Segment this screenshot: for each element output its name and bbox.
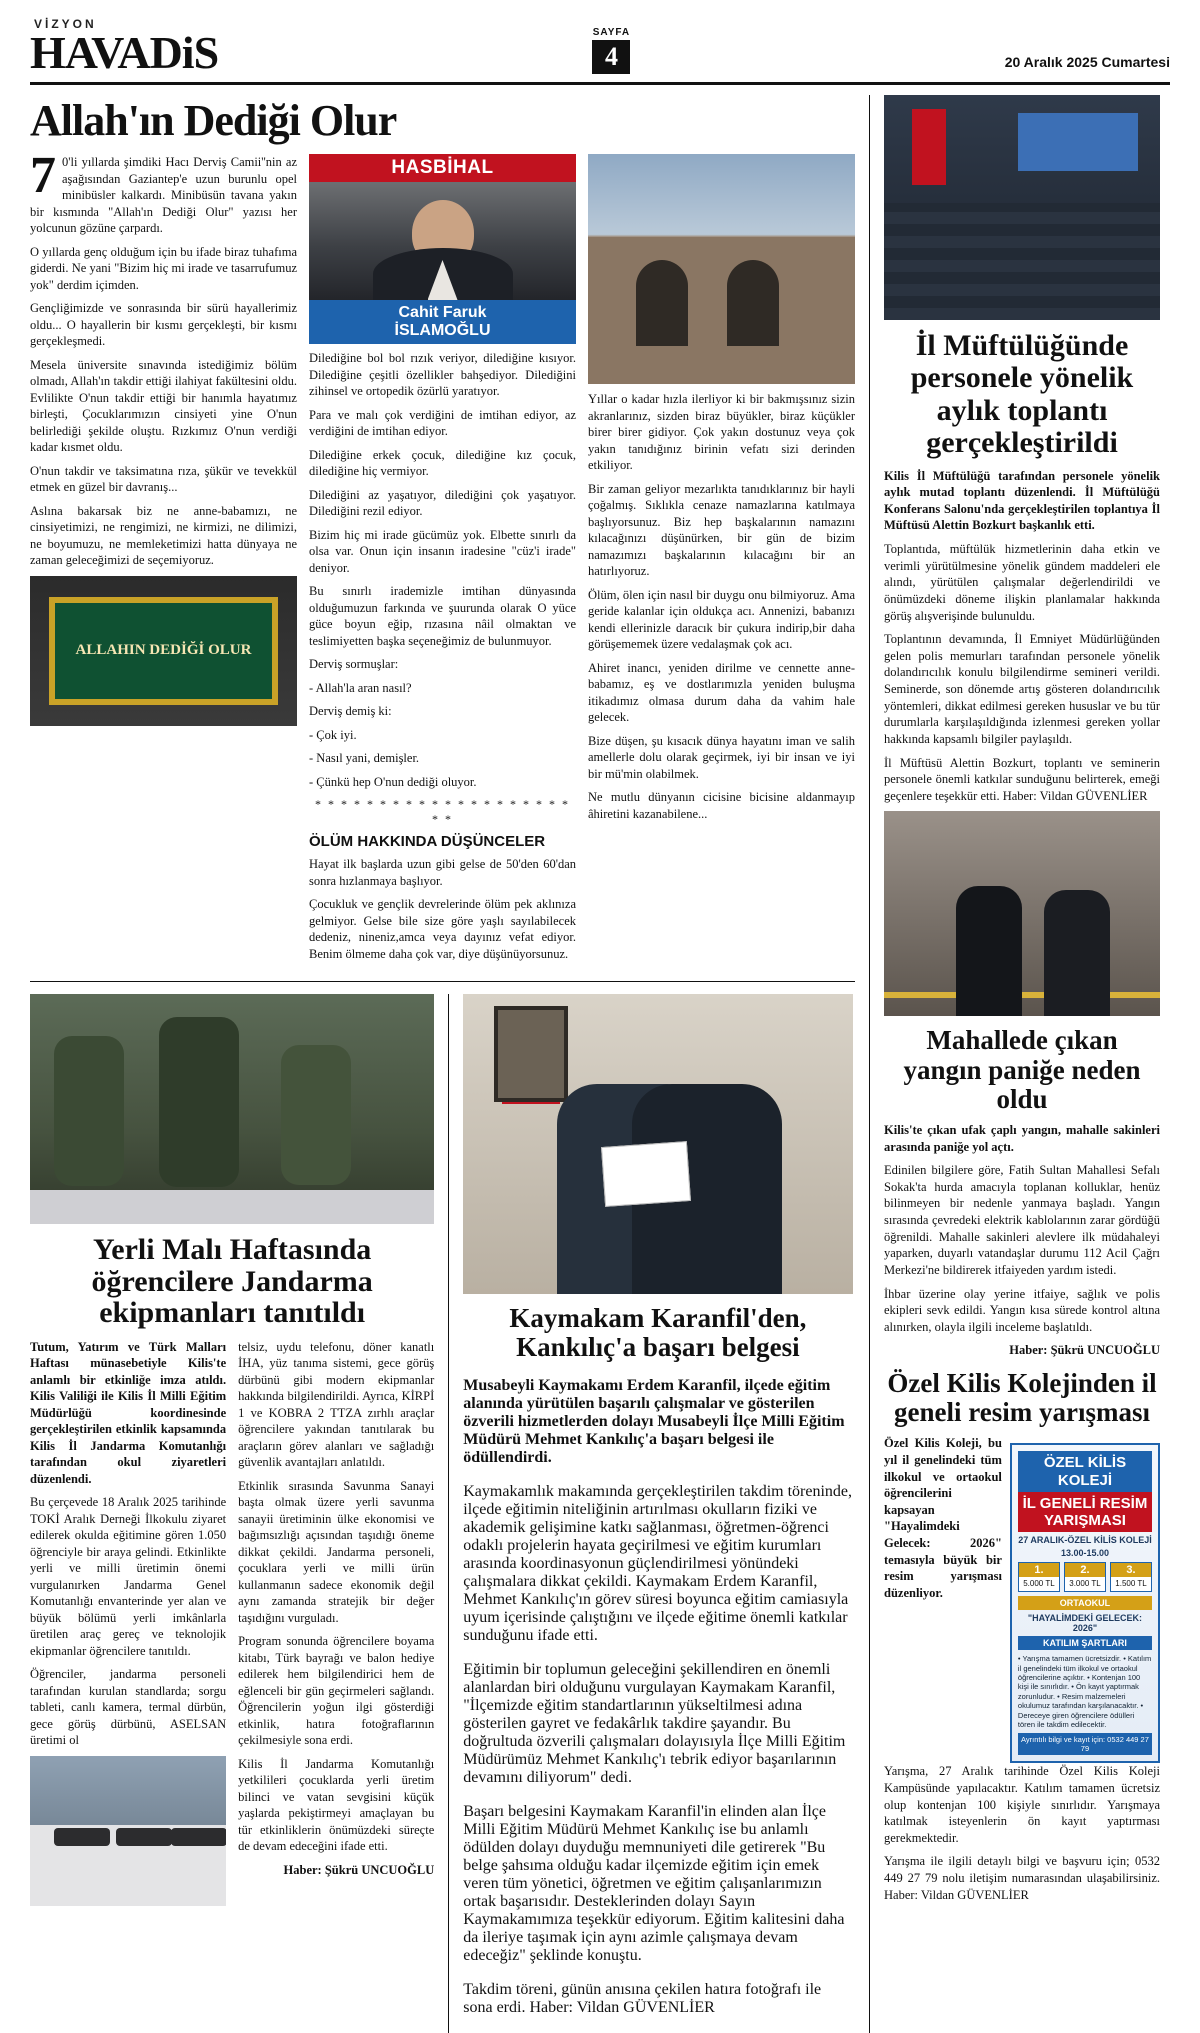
hero-paragraph: Ahiret inancı, yeniden dirilme ve cennette anne-babamız, eş ve dostlarımızla yeniden buluşma itikadımız olmasa durum daha da vahim hale gelecek. — [588, 660, 855, 724]
hero-columns — [30, 147, 855, 969]
prize-amount: 1.500 TL — [1115, 1579, 1147, 1589]
story-lead: Kilis İl Müftülüğü tarafından personele yönelik aylık mutad toplantı düzenlendi. İl Müftülüğü Konferans Salonu'nda gerçekleştirilen toplantıya İl Müftüsü Alettin Bozkurt başkanlık etti. — [884, 468, 1160, 533]
mosque-arch — [727, 260, 779, 346]
story-column-right — [238, 1339, 434, 1906]
hero-paragraph: Bize düşen, şu kısacık dünya hayatını iman ve salih amellerle dolu olarak geçirmek, iyi bir insan ve iyi bir mü'min olabilmek. — [588, 733, 855, 781]
hero-column-1 — [30, 147, 297, 969]
hero-paragraph: Gençliğimizde ve sonrasında bir sürü hayallerimiz oldu... O hayallerin bir kısmı gerçekleşti, bir kısmı gerçekleşmedi. — [30, 301, 297, 348]
story-lead: Tutum, Yatırım ve Türk Malları Haftası münasebetiyle Kilis'te anlamlı bir etkinliğe imza atıldı. Kilis Valiliği ile Kilis İl Milli Eğitim Müdürlüğü koordinesinde gerçekleştirilen etkinlik kapsamında Kilis İl Jandarma Komutanlığı tarafından okul ziyaretleri düzenlendi. — [30, 1339, 227, 1486]
left-zone — [30, 95, 870, 2033]
story-paragraph: Yarışma, 27 Aralık tarihinde Özel Kilis Koleji Kampüsünde yapılacaktır. Katılım tamamen ücretsiz olup kontenjan 100 kişiyle sınırlıdır. Yarışmaya katılmak isteyenlerin ön kayıt yaptırması gerekmektedir. — [884, 1764, 1160, 1845]
soldier-figure — [159, 1017, 239, 1187]
ad-prize — [1064, 1562, 1106, 1592]
logo-title: HAVADiS — [30, 27, 219, 78]
hero-paragraph: Bu sınırlı irademizle imtihan dünyasında olduğumuzun farkında ve şuurunda olarak O yüce güce boyun eğip, rızasına nâil olmaktan ve teslimiyetten başka seçeneğimiz de bulunmuyor. — [309, 584, 576, 648]
kolej-text — [884, 1435, 1002, 1763]
column-tag: HASBİHAL — [309, 154, 576, 182]
kolej-ad — [1010, 1435, 1160, 1763]
hero-paragraph: Derviş sormuşlar: — [309, 657, 399, 672]
publication-date: 20 Aralık 2025 Cumartesi — [1004, 54, 1170, 70]
section-divider-stars: * * * * * * * * * * * * * * * * * * * * * * — [315, 797, 570, 827]
hero-paragraph: Dilediğine bol bol rızık veriyor, dilediğine kısıyor. Dilediğine çeşitli özellikler bahşediyor. Dilediğini zihinsel ve ortopedik özürlü yaratıyor. — [309, 351, 576, 399]
hero-paragraph: Dilediğine erkek çocuk, dilediğine kız çocuk, dilediğine hiç vermiyor. — [309, 447, 576, 479]
equipment-photo — [30, 1756, 226, 1906]
ad-date: 27 ARALIK-ÖZEL KİLİS KOLEJİ — [1018, 1535, 1152, 1546]
story-paragraph: Toplantıda, müftülük hizmetlerinin daha etkin ve verimli yürütülmesine yönelik gündem maddeleri ele alındı, yürütülen çalışmalar değerlendirildi ve önümüzdeki döneme ilişkin planlamalar hakkında görüş alışverişinde bulunuldu. — [884, 542, 1160, 623]
muftuluk-photo — [884, 95, 1160, 320]
story-column-left — [30, 1339, 226, 1906]
award-photo — [463, 994, 852, 1294]
logo — [30, 18, 218, 76]
story-paragraph: Yarışma ile ilgili detaylı bilgi ve başvuru için; 0532 449 27 79 nolu iletişim numarasından ulaşabilirsiniz. Haber: Vildan GÜVENLİER — [884, 1854, 1160, 1902]
display-table — [30, 1190, 434, 1224]
hero-paragraph: - Çünkü hep O'nun dediği oluyor. — [309, 774, 477, 789]
ataturk-portrait — [494, 1006, 568, 1102]
dropcap: 7 — [30, 147, 56, 204]
ad-category: ORTAOKUL — [1018, 1596, 1152, 1610]
story-paragraph: Toplantının devamında, İl Emniyet Müdürlüğünden gelen polis memurları tarafından personele yönelik dolandırıcılık konulu bilgilendirme semineri verildi. Seminerde, son dönemde artış gösteren dolandırıcılık yöntemleri, dikkat edilmesi gereken hususlar ve bu tür durumlarla karşılaşıldığında izlenmesi gereken yollar hakkında kapsamlı bilgiler paylaşıldı. — [884, 632, 1160, 746]
hero-column-2 — [309, 154, 576, 969]
page-number: 4 — [592, 40, 630, 74]
equipment-item — [54, 1828, 110, 1846]
firefighter-figure — [1044, 890, 1110, 1016]
prize-rank: 1. — [1019, 1563, 1059, 1577]
fire-hose — [884, 992, 1160, 998]
hero-paragraph: Ölüm, ölen için nasıl bir duygu onu bilmiyoruz. Ama geride kalanlar için oldukça acı. Annenizi, babanızı kendi ellerinizle daracık bir çukura indirip,bir daha görüşememek üzere vedalaşmak çok acı. — [588, 587, 855, 651]
firefighter-figure — [956, 886, 1022, 1016]
turkish-flag — [912, 109, 946, 185]
right-zone — [870, 95, 1160, 2033]
story-lead: Özel Kilis Koleji, bu yıl il genelindeki tüm ilkokul ve ortaokul öğrencilerini kapsayan "Hayalimdeki Gelecek: 2026" temasıyla büyük bir resim yarışması düzenliyor. — [884, 1436, 1002, 1600]
story-paragraph: İl Müftüsü Alettin Bozkurt, toplantı ve seminerin personele önemli katkılar sunduğunu belirterek, emeği geçenlere teşekkür etti. Haber: Vildan GÜVENLİER — [884, 755, 1160, 803]
story-jandarma — [30, 994, 434, 2033]
columnist-lastname: İSLAMOĞLU — [394, 321, 491, 339]
hero-paragraph: Çocukluk ve gençlik devrelerinde ölüm pek aklınıza gelmiyor. Gelse bile size göre yaşlı sayılabilecek dedeniz, nineniz,amca veya dayınız vefat ediyor. Benim ölmeme daha çok var, diye düşünüyorsunuz. — [309, 897, 576, 961]
story-paragraph: Kaymakamlık makamında gerçekleştirilen takdim töreninde, ilçede eğitimin niteliğinin artırılması okulların fiziki ve akademik gelişimine katkı sağlanması, öğretmen-öğrenci odaklı projelerin hayata geçirilmesi ve eğitim kurumları arasında koordinasyonun güçlendirilmesi yönündeki çalışmalara dikkat çekildi. Kaymakam Erdem Karanfil, Mehmet Kankılıç'ın görev süresi boyunca eğitim camiasıyla uyum içerisinde çalıştığını ve ilçede eğitime önemli katkılar sunduğunu ifade etti. — [463, 1483, 853, 1645]
projection-screen — [1018, 113, 1138, 171]
ad-prize-list — [1018, 1562, 1152, 1592]
jandarma-photo — [30, 994, 434, 1224]
hero-paragraph: Yıllar o kadar hızla ilerliyor ki bir bakmışsınız sizin akranlarınız, sizden biraz büyükler, biraz küçükler birer birer gidiyor. Çok yakın dostunuz veya çok yakın tanıdığınız birinin vefatı sizi derinden etkiliyor. — [588, 392, 855, 472]
prize-amount: 5.000 TL — [1023, 1579, 1055, 1589]
hero-paragraph: O yıllarda genç olduğum için bu ifade biraz tuhafıma giderdi. Ne yani "Bizim hiç mi irade ve tasarrufumuz yok" derdim içimden. — [30, 244, 297, 292]
mosque-arch — [636, 260, 688, 346]
calligraphy-photo — [30, 576, 297, 726]
audience-seats — [884, 203, 1160, 320]
ad-rules-heading: KATILIM ŞARTLARI — [1018, 1636, 1152, 1650]
story-jandarma-title: Yerli Malı Haftasında öğrencilere Jandarma ekipmanları tanıtıldı — [91, 1233, 373, 1330]
hero-paragraph: - Nasıl yani, demişler. — [309, 751, 420, 766]
logo-subtitle: VİZYON — [34, 17, 97, 31]
story-paragraph: Bu çerçevede 18 Aralık 2025 tarihinde TOKİ Aralık Derneği İlkokulu ziyaret edilerek okulda eğitimine gören 1.050 öğrenciyle bir araya gelindi. Etkinlikte yerli ve milli üretimin önemi vurgulanırken Jandarma Genel Komutanlığı envanterinde yer alan ve büyük bölümü yerli imkânlarla üretilen araç gereç ve teknolojik ekipmanlar öğrencilere tanıtıldı. — [30, 1495, 227, 1658]
equipment-item — [116, 1828, 172, 1846]
story-paragraph: Başarı belgesini Kaymakam Karanfil'in elinden alan İlçe Milli Eğitim Müdürü Mehmet Kankılıç ise bu anlamlı ödülden dolayı duyduğu memnuniyeti dile getirerek "Bu belge şahsıma olduğu kadar ilçemizde eğitim için emek veren tüm yönetici, öğretmen ve eğitim çalışanlarımızın ortak başarısıdır. Desteklerinden dolayı Sayın Kaymakamımıza teşekkür ediyorum. Eğitim kalitesini daha da ileriye taşımak için aynı azimle çalışmaya devam edeceğiz" şeklinde konuştu. — [463, 1803, 845, 1965]
lower-stories — [30, 994, 855, 2033]
columnist-box — [309, 154, 576, 344]
hero-headline: Allah'ın Dediği Olur — [30, 96, 397, 145]
section-rule — [30, 981, 855, 982]
hero-column-3 — [588, 154, 855, 969]
masthead — [30, 18, 1170, 85]
hero-paragraph: Derviş demiş ki: — [309, 704, 392, 719]
calligraphy-text: ALLAHIN DEDİĞİ OLUR — [49, 597, 279, 705]
equipment-item — [171, 1828, 226, 1846]
columnist-photo — [309, 182, 576, 300]
story-paragraph: Eğitimin bir toplumun geleceğini şekillendiren en önemli alanlardan biri olduğunu vurgulayan Kaymakam Karanfil, "İlçemizde eğitim standartlarının yükseltilmesi adına gösterilen gayret ve fedakârlık takdire şayandır. Bu doğrultuda özverili çalışmaları dolayısıyla İlçe Milli Eğitim Müdürümüz Mehmet Kankılıç'ı tebrik ediyor başarılarının devamını diliyorum" dedi. — [463, 1661, 846, 1787]
hero-paragraph: O'nun takdir ve taksimatına rıza, şükür ve tevekkül etmek en güzel bir davranış... — [30, 463, 297, 494]
story-paragraph: Takdim töreni, günün anısına çekilen hatıra fotoğrafı ile sona erdi. Haber: Vildan GÜVENLİER — [463, 1981, 822, 2017]
hero-paragraph: Aslına bakarsak biz ne anne-babamızı, ne cinsiyetimizi, ne rengimizi, ne kirmizi, ne dilimizi, ne boyumuzu, ne memleketimizi hatta dünyaya ne zaman geleceğimizi de seçemiyoruz. — [30, 503, 297, 567]
prize-rank: 2. — [1065, 1563, 1105, 1577]
story-kolej-title: Özel Kilis Kolejinden il geneli resim yarışması — [887, 1368, 1157, 1428]
columnist-firstname: Cahit Faruk — [398, 304, 487, 321]
ad-title: İL GENELİ RESİM YARIŞMASI — [1018, 1492, 1152, 1533]
story-yangin-title: Mahallede çıkan yangın paniğe neden oldu — [903, 1025, 1141, 1114]
story-paragraph: Program sonunda öğrencilere boyama kitabı, Türk bayrağı ve balon hediye edilerek hem bilgilendirici hem de eğlenceli bir gün geçirmeleri sağlandı. Öğrencilerin yoğun ilgi gösterdiği etkinlik, hatıra fotoğraflarının çekilmesiyle sona erdi. — [238, 1634, 435, 1748]
story-paragraph: Etkinlik sırasında Savunma Sanayi başta olmak üzere yerli savunma sanayii üretiminin ülke ekonomisi ve bağımsızlığı açısından taşıdığı öneme dikkat çekildi. Jandarma personeli, çocuklara yerli ve milli ürün kullanmanın sadece ekonomik değil aynı zamanda stratejik bir değer taşıdığını vurguladı. — [238, 1478, 435, 1625]
ad-theme: "HAYALİMDEKİ GELECEK: 2026" — [1027, 1613, 1143, 1634]
ad-contact: Ayrıntılı bilgi ve kayıt için: 0532 449 27 79 — [1018, 1733, 1152, 1755]
story-jandarma-body — [30, 1339, 434, 1906]
prize-amount: 3.000 TL — [1069, 1579, 1101, 1589]
story-paragraph: telsiz, uydu telefonu, döner kanatlı İHA, yüz tanıma sistemi, gece görüş dürbünü gibi modern ekipmanlar hakkında bilgilendirildi. Ayrıca, KİRPİ 1 ve KOBRA 2 TTZA zırhlı araçlar öğrencilere yakından tanıtılarak bu araçların görev alanları ve sağladığı güvenlik avantajları anlatıldı. — [238, 1339, 435, 1470]
soldier-figure — [54, 1036, 124, 1186]
story-kaymakam-title: Kaymakam Karanfil'den, Kankılıç'a başarı belgesi — [509, 1303, 807, 1362]
hero-paragraph: - Allah'la aran nasıl? — [309, 680, 412, 695]
hero-paragraph: - Çok iyi. — [309, 727, 357, 742]
fire-photo — [884, 811, 1160, 1016]
ad-school-name: ÖZEL KİLİS KOLEJİ — [1018, 1451, 1152, 1492]
story-paragraph: Kilis İl Jandarma Komutanlığı yetkilileri çocuklarda yerli üretim bilinci ve vatan sevgisini küçük yaşlarda pekiştirmeyi amaçlayan bu tür etkinliklerin önümüzdeki süreçte de devam edeceğini ifade etti. — [238, 1756, 435, 1854]
hero-paragraph: Dilediğini az yaşatıyor, dilediğini çok yaşatıyor. Dilediğini rezil ediyor. — [309, 487, 576, 519]
page-content — [30, 95, 1170, 2033]
hero-paragraph — [30, 147, 297, 237]
resim-yarismasi-ad[interactable] — [1010, 1443, 1160, 1763]
hero-paragraph: Ne mutlu dünyanın cicisine bicisine aldanmayıp âhiretini kazanabilene... — [588, 790, 855, 821]
mosque-photo — [588, 154, 855, 384]
story-lead: Musabeyli Kaymakamı Erdem Karanfil, ilçede eğitim alanında yürütülen başarılı çalışmalar ve gösterilen özverili hizmetlerden dolayı Musabeyli İlçe Milli Eğitim Müdürü Mehmet Kankılıç'a başarı belgesi ile ödüllendirdi. — [463, 1377, 845, 1467]
columnist-name — [309, 300, 576, 344]
mosque-wall — [588, 237, 855, 384]
prize-rank: 3. — [1111, 1563, 1151, 1577]
story-lead: Kilis'te çıkan ufak çaplı yangın, mahalle sakinleri arasında paniğe yol açtı. — [884, 1122, 1160, 1154]
soldier-figure — [281, 1045, 351, 1185]
ad-prize — [1018, 1562, 1060, 1592]
story-byline: Haber: Şükrü UNCUOĞLU — [1009, 1343, 1160, 1358]
story-byline: Haber: Şükrü UNCUOĞLU — [283, 1862, 435, 1877]
story-paragraph: İhbar üzerine olay yerine itfaiye, sağlık ve polis ekipleri sevk edildi. Yangın kısa sürede kontrol altına alınırken, olayla ilgili inceleme başlatıldı. — [884, 1286, 1160, 1334]
hero-paragraph: Para ve malı çok verdiğini de imtihan ediyor, az verdiğini de imtihan ediyor. — [309, 407, 576, 439]
hero-paragraph: Hayat ilk başlarda uzun gibi gelse de 50'den 60'dan sonra hızlanmaya başlıyor. — [309, 857, 576, 888]
hero-paragraph: Mesela üniversite sınavında istediğimiz bölüm olmadı, Allah'ın takdir ettiği ilahiyat fakültesini oldu. Evlilikte O'nun takdir ettiği bir hanımla hayatımız birleşti, Çocuklarımızın cinsiyeti yine O'nun belirlediği şekilde oluştu. Rızkımız O'nun verdiği kadar kısmet oldu. — [30, 357, 297, 454]
hero-paragraph-text: 0'li yıllarda şimdiki Hacı Derviş Camii''nin az aşağısından Gaziantep'e uzun burunlu opel minibüsler kalkardı. Minibüsün tavana yakın bir kısmında "Allah'ın Dediği Olur" yazısı her yolcunun gözüne çarpardı. — [30, 155, 297, 235]
page-label: SAYFA — [592, 27, 631, 38]
hero-subheadline: ÖLÜM HAKKINDA DÜŞÜNCELER — [309, 833, 546, 851]
story-kaymakam — [448, 994, 852, 2033]
ad-prize — [1110, 1562, 1152, 1592]
kolej-block — [884, 1435, 1160, 1763]
hero-paragraph: Bir zaman geliyor mezarlıkta tanıdıklarınız bir hayli çoğalmış. Sıklıkla cenaze namazlarına katılmaya başlıyorsunuz. Biz hep başkalarının namazını kılacağınızı düşünürken, bir gün de bizim namazımızı başkalarının kılacağını bir an hatırlıyoruz. — [588, 481, 855, 578]
certificate — [601, 1142, 691, 1208]
hero-paragraph: Bizim hiç mi irade gücümüz yok. Elbette sınırlı da olsa var. Onun için insanın iradesine "cüz'i irade" deniyor. — [309, 527, 576, 575]
ad-time: 13.00-15.00 — [1060, 1548, 1109, 1559]
ad-rules-text: • Yarışma tamamen ücretsizdir. • Katılım il genelindeki tüm ilkokul ve ortaokul öğrencilerine açıktır. • Kontenjan 100 kişi ile sınırlıdır. • Ön kayıt yaptırmak zorunludur. • Resim malzemeleri okulumuz tarafından karşılanacaktır. • Dereceye giren öğrencilere ödülleri tören ile takdim edilecektir. — [1017, 1654, 1152, 1729]
story-paragraph: Öğrenciler, jandarma personeli tarafından kurulan standlarda; sorgu tableti, canlı kamera, termal dürbün, gece görüş dürbünü, ASELSAN üretimi ol — [30, 1667, 227, 1748]
story-paragraph: Edinilen bilgilere göre, Fatih Sultan Mahallesi Sefalı Sokak'ta hurda amacıyla toplanan kolluklar, henüz bilinmeyen bir nedenle yanmaya başladı. Yangın sırasında çevredeki elektrik kablolarının zarar gördüğü öğrenildi. Mahalle sakinleri alevlere ilk müdahaleyi yaparken, duyarlı vatandaşlar durumu 112 Acil Çağrı Merkezi'ne bildirerek itfaiyeden yardım istedi. — [884, 1163, 1160, 1277]
story-muftuluk-title: İl Müftülüğünde personele yönelik aylık toplantı gerçekleştirildi — [910, 329, 1134, 460]
page-number-block — [592, 27, 630, 74]
